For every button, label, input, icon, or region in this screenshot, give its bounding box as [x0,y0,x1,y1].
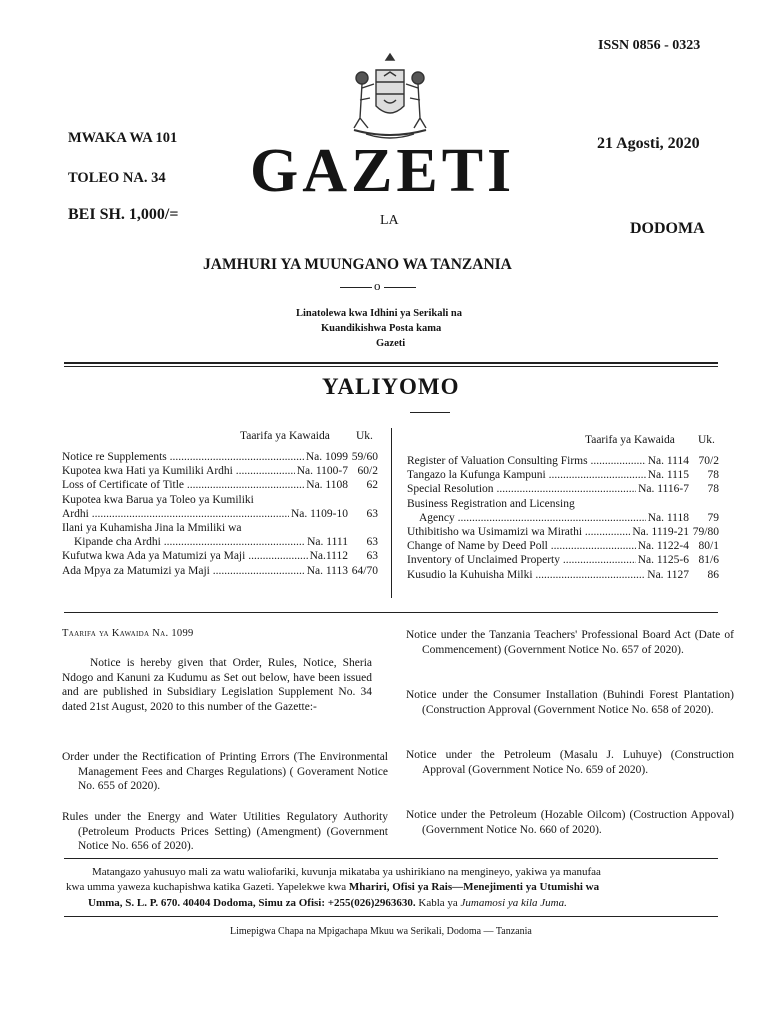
toc-row: Loss of Certificate of Title ..... Na. 1108 62 [62,478,378,492]
toc-row: Ada Mpya za Matumizi ya Maji ..... Na. 1113 64/70 [62,564,378,578]
notice-item-petroleum-luhuye: Notice under the Petroleum (Masalu J. Luhuye) (Construction Approval (Government Notice No. 659 of 2020). [406,749,734,776]
ornament-rule-left [340,287,372,288]
notice-intro: Notice is hereby given that Order, Rules, Notice, Sheria Ndogo and Kanuni za Kudumu as Set out below, have been issued and are published in Subsidiary Legislation Supplement No. 34 dated 21st August, 2020 to this number of the Gazette:- [62,657,372,713]
footer-line-1: Matangazo yahusuyo mali za watu waliofariki, kuvunja mikataba ya ushirikiano na mengineyo, yakiwa ya manufaa [92,866,601,878]
toc-row: Change of Name by Deed Poll ..... Na. 1122-4 80/1 [407,539,719,553]
title-la: LA [380,213,399,228]
toc-row: Kufutwa kwa Ada ya Matumizi ya Maji ..... Na.1112 63 [62,549,378,563]
toc-left-page-header: Uk. [356,430,373,442]
registration-line-1: Linatolewa kwa Idhini ya Serikali na [296,308,462,319]
contents-heading: YALIYOMO [322,374,460,399]
printer-line: Limepigwa Chapa na Mpigachapa Mkuu wa Serikali, Dodoma — Tanzania [230,926,532,937]
toc-row: Register of Valuation Consulting Firms ..... Na. 1114 70/2 [407,454,719,468]
toc-row: Kipande cha Ardhi ..... Na. 1111 63 [62,535,378,549]
issn: ISSN 0856 - 0323 [598,38,701,53]
coat-of-arms [340,48,440,140]
ornament-rule-right [384,287,416,288]
contents-bottom-rule [64,612,718,613]
footer-line-2: kwa umma yaweza kuchapishwa katika Gazeti. Yapelekwe kwa Mhariri, Ofisi ya Rais—Menejimenti ya Utumishi wa [66,881,600,893]
notice-item-rules: Rules under the Energy and Water Utilities Regulatory Authority (Petroleum Products Prices Setting) (Amengment) (Government Notice No. 656 of 2020). [62,811,388,852]
registration-line-3: Gazeti [376,338,406,349]
header-rule-thick [64,362,718,364]
price-label: BEI SH. 1,000/= [68,206,179,223]
toc-row: Ilani ya Kuhamisha Jina la Mmiliki wa [62,522,242,535]
toc-row: Tangazo la Kufunga Kampuni ..... Na. 1115 78 [407,468,719,482]
notice-item-order: Order under the Rectification of Printing Errors (The Environmental Management Fees and Charges Regulations) ( Goverament Notice No. 655 of 2020). [62,751,388,792]
toc-row: Ardhi ..... Na. 1109-10 63 [62,507,378,521]
toc-row: Kupotea kwa Hati ya Kumiliki Ardhi ..... Na. 1100-7 60/2 [62,464,378,478]
toc-right-page-header: Uk. [698,434,715,446]
contents-divider [391,428,392,598]
issue-label: TOLEO NA. 34 [68,170,166,186]
notice-item-teachers: Notice under the Tanzania Teachers' Professional Board Act (Date of Commencement) (Government Notice No. 657 of 2020). [406,629,734,656]
ornament: o [374,278,381,293]
toc-row: Business Registration and Licensing [407,497,575,510]
notice-heading: Taarifa ya Kawaida Na. 1099 [62,628,194,639]
gazette-title: GAZETI [250,137,516,205]
notice-item-petroleum-hozable: Notice under the Petroleum (Hozable Oilcom) (Costruction Appoval) (Government Notice No. 660 of 2020). [406,809,734,836]
toc-left-col-header: Taarifa ya Kawaida [240,430,330,442]
notice-item-consumer-installation: Notice under the Consumer Installation (Buhindi Forest Plantation) (Construction Approval (Government Notice No. 658 of 2020). [406,689,734,716]
year-label: MWAKA WA 101 [68,130,178,146]
toc-right-col-header: Taarifa ya Kawaida [585,434,675,446]
toc-right [407,454,719,582]
toc-row: Kupotea kwa Barua ya Toleo ya Kumiliki [62,493,254,506]
toc-row: Notice re Supplements ..... Na. 1099 59/60 [62,450,378,464]
republic-subtitle: JAMHURI YA MUUNGANO WA TANZANIA [203,256,512,273]
toc-row: Special Resolution ..... Na. 1116-7 78 [407,482,719,496]
registration-line-2: Kuandikishwa Posta kama [321,323,442,334]
header-rule-thin [64,366,718,367]
toc-left [62,450,378,578]
toc-row: Uthibitisho wa Usimamizi wa Mirathi ..... Na. 1119-21 79/80 [407,525,719,539]
footer-line-3: Umma, S. L. P. 670. 40404 Dodoma, Simu za Ofisi: +255(026)2963630. Kabla ya Jumamosi ya kila Juma. [88,897,567,909]
issue-date: 21 Agosti, 2020 [597,135,700,152]
toc-row: Agency ..... Na. 1118 79 [407,511,719,525]
issue-place: DODOMA [630,220,705,237]
footer-top-rule [64,858,718,859]
toc-row: Inventory of Unclaimed Property ..... Na. 1125-6 81/6 [407,553,719,567]
footer-bottom-rule [64,916,718,917]
contents-heading-rule [410,412,450,413]
toc-row: Kusudio la Kuhuisha Milki ..... Na. 1127 86 [407,568,719,582]
